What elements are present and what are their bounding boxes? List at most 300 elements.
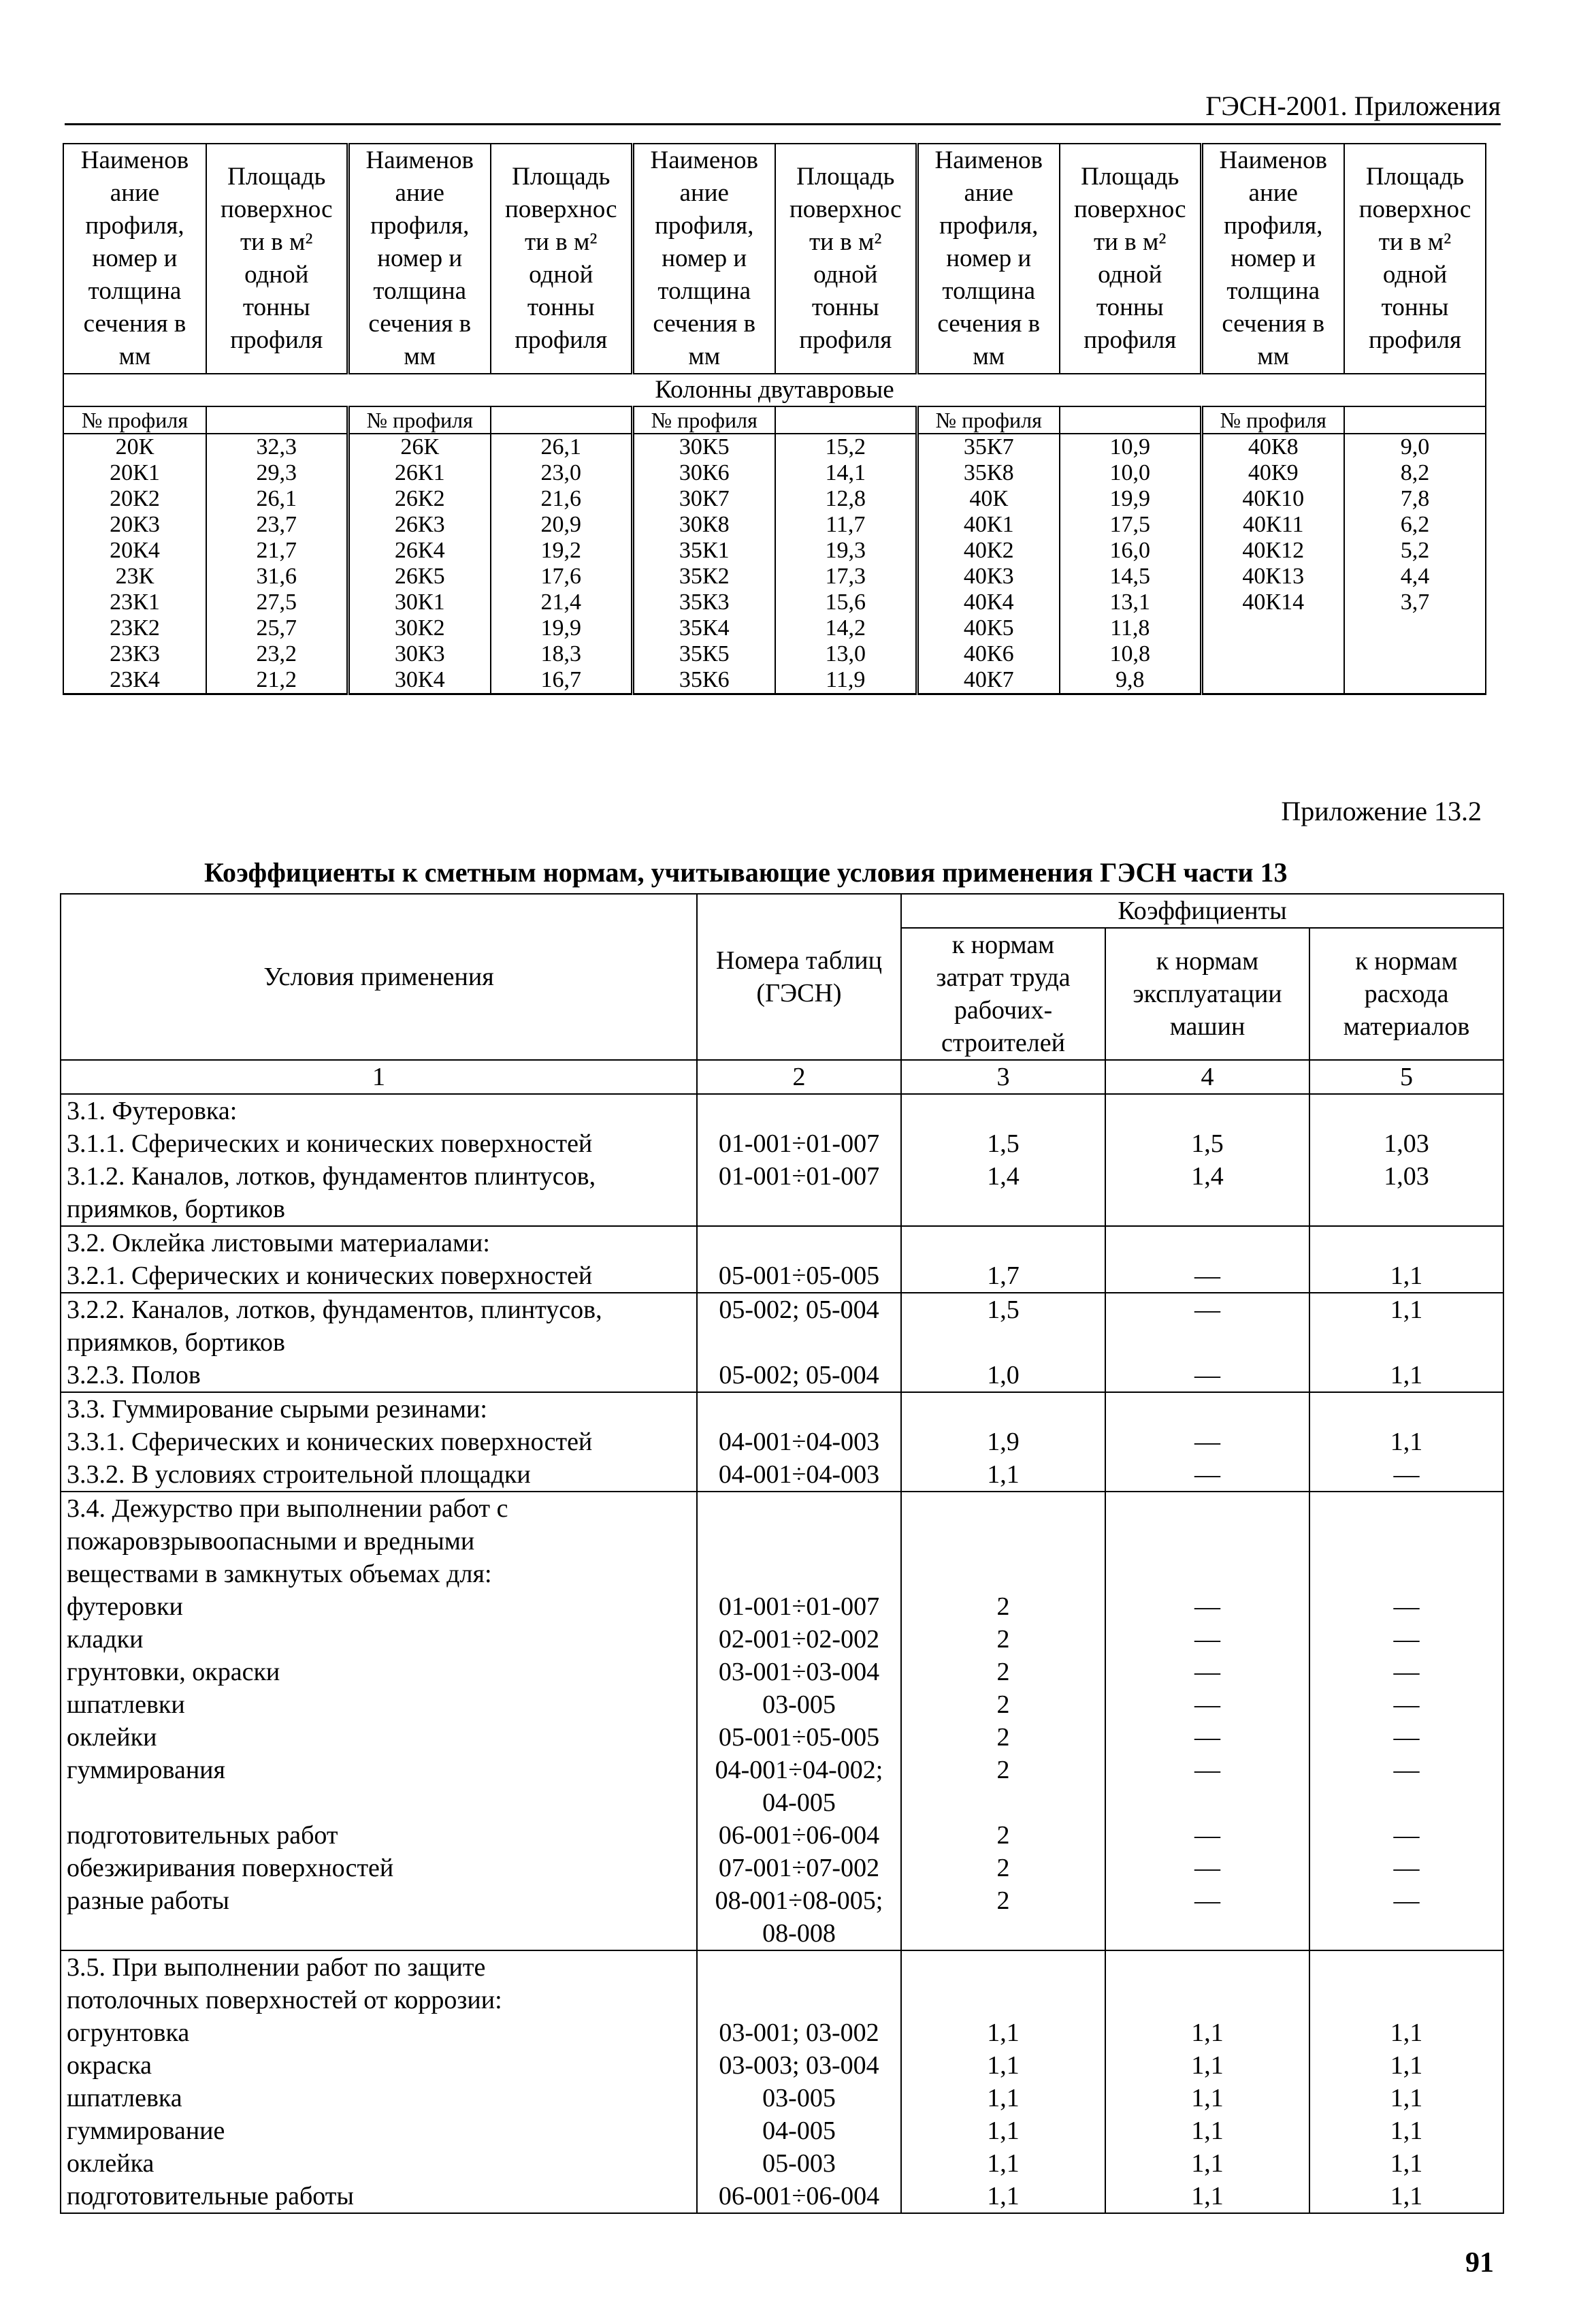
header-row: [63, 144, 1486, 374]
profile-area: 11,7: [775, 512, 917, 538]
header-text-line: ти в м²: [525, 228, 598, 256]
header-text-line: профиля: [1084, 326, 1177, 354]
header-text-line: толщина: [657, 277, 751, 305]
header-text-line: профиля,: [370, 212, 470, 240]
table-cell: [1309, 1293, 1503, 1392]
cell-line: кладки: [67, 1625, 144, 1654]
table-row: [63, 564, 1486, 590]
profile-name: 23К2: [63, 615, 206, 641]
running-header: ГЭСН-2001. Приложения: [65, 90, 1501, 125]
profile-name: 23К4: [63, 667, 206, 694]
cell-line: оклейки: [67, 1723, 157, 1752]
cell-line: подготовительные работы: [67, 2182, 354, 2210]
header-text-line: номер и: [946, 244, 1032, 272]
cell-line: 3.1.1. Сферических и конических поверхностей: [67, 1129, 593, 1158]
table-caption: Колонны двутавровые: [63, 374, 1486, 406]
cell-line: [907, 1558, 1099, 1590]
profile-name: 40К6: [917, 641, 1060, 667]
header-text-line: тонны: [1381, 293, 1449, 321]
cell-line: —: [1393, 1756, 1420, 1784]
table-cell: [1309, 1226, 1503, 1293]
header-text-line: Наименов: [80, 146, 189, 174]
profile-area: 27,5: [206, 590, 348, 615]
table-cell: [697, 1293, 901, 1392]
header-text-line: сечения в: [368, 310, 472, 338]
coefficients-table: [60, 893, 1504, 2214]
table-cell: [697, 1226, 901, 1293]
header-text-line: профиля: [1368, 326, 1462, 354]
profile-name: 30К2: [348, 615, 491, 641]
profile-name: 40К13: [1201, 564, 1344, 590]
header-profile-name: [632, 144, 775, 374]
cell-line: [703, 1393, 895, 1426]
cell-line: [907, 1492, 1099, 1525]
header-text-line: сечения в: [83, 310, 186, 338]
cell-line: [1316, 1193, 1497, 1225]
header-text-line: толщина: [373, 277, 467, 305]
cell-line: 03-003; 03-004: [719, 2051, 879, 2080]
cell-line: [703, 1951, 895, 1984]
cell-line: 3.1.2. Каналов, лотков, фундаментов плинтусов,: [67, 1162, 596, 1191]
cell-line: 3.2.3. Полов: [67, 1361, 201, 1389]
table-cell: [1309, 1392, 1503, 1492]
profile-area: 19,2: [491, 538, 632, 564]
coefficients-table-body: [61, 1094, 1503, 2213]
profile-name: 30К1: [348, 590, 491, 615]
profile-area: 32,3: [206, 434, 348, 460]
table-cell: [697, 1950, 901, 2213]
cell-line: разные работы: [67, 1886, 229, 1915]
header-text-line: сечения в: [937, 310, 1041, 338]
profile-name: [1201, 615, 1344, 641]
header-profile-name: [917, 144, 1060, 374]
cell-line: 1,1: [1390, 2149, 1423, 2178]
cell-line: 1,5: [987, 1296, 1020, 1324]
header-text-line: номер и: [662, 244, 747, 272]
column-number: 2: [697, 1060, 901, 1094]
header-text-line: мм: [404, 342, 436, 370]
header-text-line: ание: [1248, 179, 1298, 207]
profile-name: 35К3: [632, 590, 775, 615]
profile-name: [1201, 641, 1344, 667]
cell-line: [907, 1227, 1099, 1259]
table-cell: [1105, 1293, 1309, 1392]
profile-area: 21,2: [206, 667, 348, 694]
cell-line: 2: [996, 1625, 1010, 1654]
header-text-line: профиля: [799, 326, 892, 354]
table-cell: [61, 1492, 697, 1950]
header-text-line: профиля,: [1224, 212, 1323, 240]
profile-area: 9,8: [1060, 667, 1201, 694]
table-row: [63, 590, 1486, 615]
header-text-line: Наименов: [934, 146, 1043, 174]
column-number: 5: [1309, 1060, 1503, 1094]
profile-area: 7,8: [1344, 486, 1486, 512]
cell-line: 1,1: [1191, 2018, 1224, 2047]
cell-line: 1,5: [1191, 1129, 1224, 1158]
table-row: [63, 434, 1486, 460]
cell-line: 1,1: [1390, 1361, 1423, 1389]
header-text-line: мм: [973, 342, 1005, 370]
cell-line: 1,1: [1191, 2051, 1224, 2080]
cell-line: 07-001÷07-002: [718, 1854, 880, 1882]
table-cell: [901, 1094, 1105, 1226]
table-cell: [61, 1293, 697, 1392]
table-cell: [901, 1392, 1105, 1492]
header-text-line: тонны: [242, 293, 310, 321]
cell-line: [703, 1558, 895, 1590]
header-text-line: номер и: [377, 244, 463, 272]
header-text-line: одной: [244, 261, 309, 289]
table-cell: [61, 1950, 697, 2213]
cell-line: 1,1: [987, 2051, 1020, 2080]
profiles-table: [63, 143, 1486, 695]
cell-line: 04-001÷04-003: [718, 1428, 880, 1456]
cell-line: 04-005: [762, 2117, 836, 2145]
profile-area: 14,2: [775, 615, 917, 641]
table-row: [63, 460, 1486, 486]
header-text-line: профиля,: [655, 212, 754, 240]
cell-line: [703, 1984, 895, 2016]
profile-name: 20К3: [63, 512, 206, 538]
profile-name: 35К1: [632, 538, 775, 564]
cell-line: 1,1: [987, 1460, 1020, 1489]
cell-line: 3.1. Футеровка:: [67, 1097, 238, 1125]
profile-name: 40К10: [1201, 486, 1344, 512]
empty-label-cell: [1060, 406, 1201, 434]
profile-area: 23,2: [206, 641, 348, 667]
table-cell: [1105, 1492, 1309, 1950]
header-text-line: ти в м²: [1378, 228, 1452, 256]
profile-name: 30К8: [632, 512, 775, 538]
column-number: 1: [61, 1060, 697, 1094]
profile-name: 35К6: [632, 667, 775, 694]
profile-name: 40К14: [1201, 590, 1344, 615]
cell-line: [1111, 1193, 1303, 1225]
profile-area: 4,4: [1344, 564, 1486, 590]
header-conditions: Условия применения: [61, 894, 697, 1060]
table-cell: [697, 1094, 901, 1226]
cell-line: —: [1194, 1723, 1220, 1752]
profile-area: 13,0: [775, 641, 917, 667]
profile-area: 10,8: [1060, 641, 1201, 667]
cell-line: [703, 1492, 895, 1525]
cell-line: 2: [996, 1886, 1010, 1915]
cell-line: 06-001÷06-004: [718, 1821, 880, 1850]
table-cell: [1105, 1226, 1309, 1293]
header-coefficients: Коэффициенты: [901, 894, 1503, 928]
header-tables: [697, 894, 901, 1060]
cell-line: 1,1: [1390, 1261, 1423, 1290]
header-profile-name: [63, 144, 206, 374]
profile-name: [1201, 667, 1344, 694]
profile-name: 20К2: [63, 486, 206, 512]
header-text-line: сечения в: [1222, 310, 1325, 338]
profiles-table-body: [63, 434, 1486, 694]
profile-number-label: № профиля: [348, 406, 491, 434]
cell-line: [703, 1326, 895, 1359]
cell-line: пожаровзрывоопасными и вредными: [67, 1527, 475, 1556]
cell-line: 3.4. Дежурство при выполнении работ с: [67, 1494, 508, 1523]
table-cell: [61, 1392, 697, 1492]
cell-line: 05-002; 05-004: [719, 1296, 879, 1324]
cell-line: —: [1194, 1261, 1220, 1290]
cell-line: [1316, 1095, 1497, 1127]
coefficients-table-header: [61, 894, 1503, 1094]
header-text-line: поверхнос: [1073, 195, 1186, 223]
header-area: [775, 144, 917, 374]
cell-line: [907, 1984, 1099, 2016]
header-text-line: мм: [1257, 342, 1290, 370]
cell-line: 1,1: [1191, 2182, 1224, 2210]
header-text-line: сечения в: [653, 310, 756, 338]
profile-number-label: № профиля: [63, 406, 206, 434]
header-text-line: профиля,: [85, 212, 184, 240]
cell-line: 05-002; 05-004: [719, 1361, 879, 1389]
cell-line: —: [1194, 1460, 1220, 1489]
header-profile-name: [1201, 144, 1344, 374]
table-cell: [1105, 1392, 1309, 1492]
profile-area: 20,9: [491, 512, 632, 538]
cell-line: [907, 1917, 1099, 1950]
profile-name: 40К11: [1201, 512, 1344, 538]
cell-line: 08-008: [762, 1919, 836, 1948]
cell-line: 2: [996, 1854, 1010, 1882]
cell-line: [1111, 1558, 1303, 1590]
header-area: [206, 144, 348, 374]
table-cell: [1309, 1492, 1503, 1950]
header-text-line: поверхнос: [504, 195, 617, 223]
cell-line: —: [1393, 1460, 1420, 1489]
cell-line: 3.2.2. Каналов, лотков, фундаментов, плинтусов,: [67, 1296, 602, 1324]
cell-line: [1111, 1227, 1303, 1259]
header-tables-line: Номера таблиц: [716, 946, 882, 975]
profile-name: 30К6: [632, 460, 775, 486]
header-text-line: профиля,: [939, 212, 1039, 240]
cell-line: [1111, 1951, 1303, 1984]
cell-line: 1,1: [1191, 2084, 1224, 2112]
table-cell: [61, 1226, 697, 1293]
cell-line: веществами в замкнутых объемах для:: [67, 1560, 492, 1588]
cell-line: —: [1393, 1723, 1420, 1752]
table-cell: [61, 1094, 697, 1226]
profile-name: 35К8: [917, 460, 1060, 486]
header-text-line: поверхнос: [220, 195, 333, 223]
cell-line: 1,4: [987, 1162, 1020, 1191]
profile-name: 26К5: [348, 564, 491, 590]
header-area: [1060, 144, 1201, 374]
header-text-line: Площадь: [512, 163, 610, 191]
cell-line: 1,1: [1390, 2117, 1423, 2145]
table-group: [61, 1226, 1503, 1293]
cell-line: 1,1: [1390, 2182, 1423, 2210]
header-text-line: Наименов: [1219, 146, 1328, 174]
cell-line: 08-001÷08-005;: [715, 1886, 883, 1915]
profile-name: 30К3: [348, 641, 491, 667]
cell-line: [1111, 1326, 1303, 1359]
cell-line: 05-001÷05-005: [718, 1723, 880, 1752]
header-text-line: ание: [110, 179, 160, 207]
cell-line: 3.3.2. В условиях строительной площадки: [67, 1460, 531, 1489]
table-cell: [697, 1392, 901, 1492]
cell-line: гуммирование: [67, 2117, 225, 2145]
appendix-label: Приложение 13.2: [1281, 796, 1482, 826]
cell-line: футеровки: [67, 1592, 183, 1621]
profile-area: [1344, 615, 1486, 641]
profile-area: 6,2: [1344, 512, 1486, 538]
cell-line: 1,03: [1384, 1162, 1429, 1191]
header-text-line: Площадь: [1081, 163, 1179, 191]
header-text-line: мм: [688, 342, 721, 370]
cell-line: [907, 1393, 1099, 1426]
cell-line: [1316, 1525, 1497, 1558]
cell-line: оклейка: [67, 2149, 154, 2178]
profile-area: 10,0: [1060, 460, 1201, 486]
header-labor-line: затрат труда: [936, 963, 1071, 992]
profile-number-label: № профиля: [917, 406, 1060, 434]
header-tables-line: (ГЭСН): [756, 979, 842, 1008]
cell-line: огрунтовка: [67, 2018, 190, 2047]
profile-area: 31,6: [206, 564, 348, 590]
cell-line: [1111, 1984, 1303, 2016]
cell-line: [1316, 1227, 1497, 1259]
cell-line: 01-001÷01-007: [718, 1129, 880, 1158]
profile-name: 26К2: [348, 486, 491, 512]
profile-area: 17,3: [775, 564, 917, 590]
table-cell: [901, 1492, 1105, 1950]
cell-line: [1111, 1786, 1303, 1819]
cell-line: 1,0: [987, 1361, 1020, 1389]
profile-area: 13,1: [1060, 590, 1201, 615]
profile-name: 26К: [348, 434, 491, 460]
cell-line: —: [1393, 1592, 1420, 1621]
header-labor-line: строителей: [941, 1029, 1065, 1057]
empty-label-cell: [491, 406, 632, 434]
table-cell: [1105, 1950, 1309, 2213]
cell-line: [907, 1326, 1099, 1359]
cell-line: 3.3. Гуммирование сырыми резинами:: [67, 1395, 487, 1423]
header-text-line: профиля: [515, 326, 608, 354]
profile-area: 23,0: [491, 460, 632, 486]
table-group: [61, 1293, 1503, 1392]
profile-name: 30К7: [632, 486, 775, 512]
header-text-line: поверхнос: [789, 195, 902, 223]
cell-line: 3.2.1. Сферических и конических поверхностей: [67, 1261, 593, 1290]
profile-area: 11,8: [1060, 615, 1201, 641]
profile-name: 20К4: [63, 538, 206, 564]
header-profile-name: [348, 144, 491, 374]
cell-line: грунтовки, окраски: [67, 1658, 280, 1686]
cell-line: 2: [996, 1821, 1010, 1850]
cell-line: [907, 1193, 1099, 1225]
cell-line: 3.2. Оклейка листовыми материалами:: [67, 1229, 490, 1257]
cell-line: 1,1: [1390, 1428, 1423, 1456]
profile-area: 23,7: [206, 512, 348, 538]
profile-name: 23К3: [63, 641, 206, 667]
cell-line: [907, 1525, 1099, 1558]
profile-area: 12,8: [775, 486, 917, 512]
cell-line: [907, 1095, 1099, 1127]
header-text-line: одной: [529, 261, 593, 289]
profile-area: 26,1: [491, 434, 632, 460]
profile-name: 40К3: [917, 564, 1060, 590]
header-machines: [1105, 928, 1309, 1060]
header-machines-line: эксплуатации: [1133, 980, 1282, 1008]
profile-name: 40К1: [917, 512, 1060, 538]
cell-line: 1,9: [987, 1428, 1020, 1456]
column-number: 3: [901, 1060, 1105, 1094]
table-row: [63, 641, 1486, 667]
cell-line: 1,1: [987, 2149, 1020, 2178]
profile-area: 25,7: [206, 615, 348, 641]
profile-area: [1344, 667, 1486, 694]
profile-area: 18,3: [491, 641, 632, 667]
cell-line: обезжиривания поверхностей: [67, 1854, 394, 1882]
header-labor-line: рабочих-: [954, 996, 1053, 1025]
cell-line: [703, 1525, 895, 1558]
header-area: [1344, 144, 1486, 374]
profile-area: 19,9: [491, 615, 632, 641]
cell-line: 1,1: [987, 2182, 1020, 2210]
profile-area: 26,1: [206, 486, 348, 512]
profile-name: 40К5: [917, 615, 1060, 641]
cell-line: 01-001÷01-007: [718, 1162, 880, 1191]
cell-line: 1,03: [1384, 1129, 1429, 1158]
profile-area: 5,2: [1344, 538, 1486, 564]
profile-name: 40К9: [1201, 460, 1344, 486]
header-text-line: толщина: [942, 277, 1036, 305]
header-materials-line: расхода: [1364, 980, 1449, 1008]
profile-area: 3,7: [1344, 590, 1486, 615]
cell-line: —: [1393, 1658, 1420, 1686]
profile-name: 23К1: [63, 590, 206, 615]
cell-line: —: [1194, 1690, 1220, 1719]
table-title: Коэффициенты к сметным нормам, учитывающие условия применения ГЭСН части 13: [204, 857, 1288, 888]
header-text-line: номер и: [92, 244, 178, 272]
cell-line: —: [1393, 1821, 1420, 1850]
profile-area: 19,9: [1060, 486, 1201, 512]
header-text-line: Наименов: [365, 146, 474, 174]
table-group: [61, 1392, 1503, 1492]
cell-line: 05-003: [762, 2149, 836, 2178]
profile-area: 15,6: [775, 590, 917, 615]
header-text-line: тонны: [1096, 293, 1164, 321]
table-cell: [1105, 1094, 1309, 1226]
table-group: [61, 1950, 1503, 2213]
cell-line: 3.5. При выполнении работ по защите: [67, 1953, 486, 1982]
cell-line: —: [1393, 1690, 1420, 1719]
caption-row: [63, 374, 1486, 406]
table-row: [63, 486, 1486, 512]
header-text-line: тонны: [811, 293, 879, 321]
cell-line: 06-001÷06-004: [718, 2182, 880, 2210]
header-machines-line: машин: [1169, 1012, 1245, 1041]
profile-area: 21,6: [491, 486, 632, 512]
cell-line: [703, 1227, 895, 1259]
profiles-table-header: [63, 144, 1486, 434]
header-text-line: тонны: [527, 293, 595, 321]
profile-area: 16,0: [1060, 538, 1201, 564]
profile-area: 16,7: [491, 667, 632, 694]
profile-name: 40К7: [917, 667, 1060, 694]
header-text-line: номер и: [1231, 244, 1316, 272]
cell-line: —: [1194, 1886, 1220, 1915]
header-text-line: Площадь: [1365, 163, 1465, 191]
profile-name: 30К4: [348, 667, 491, 694]
cell-line: 1,5: [987, 1129, 1020, 1158]
cell-line: —: [1194, 1658, 1220, 1686]
profile-area: 11,9: [775, 667, 917, 694]
